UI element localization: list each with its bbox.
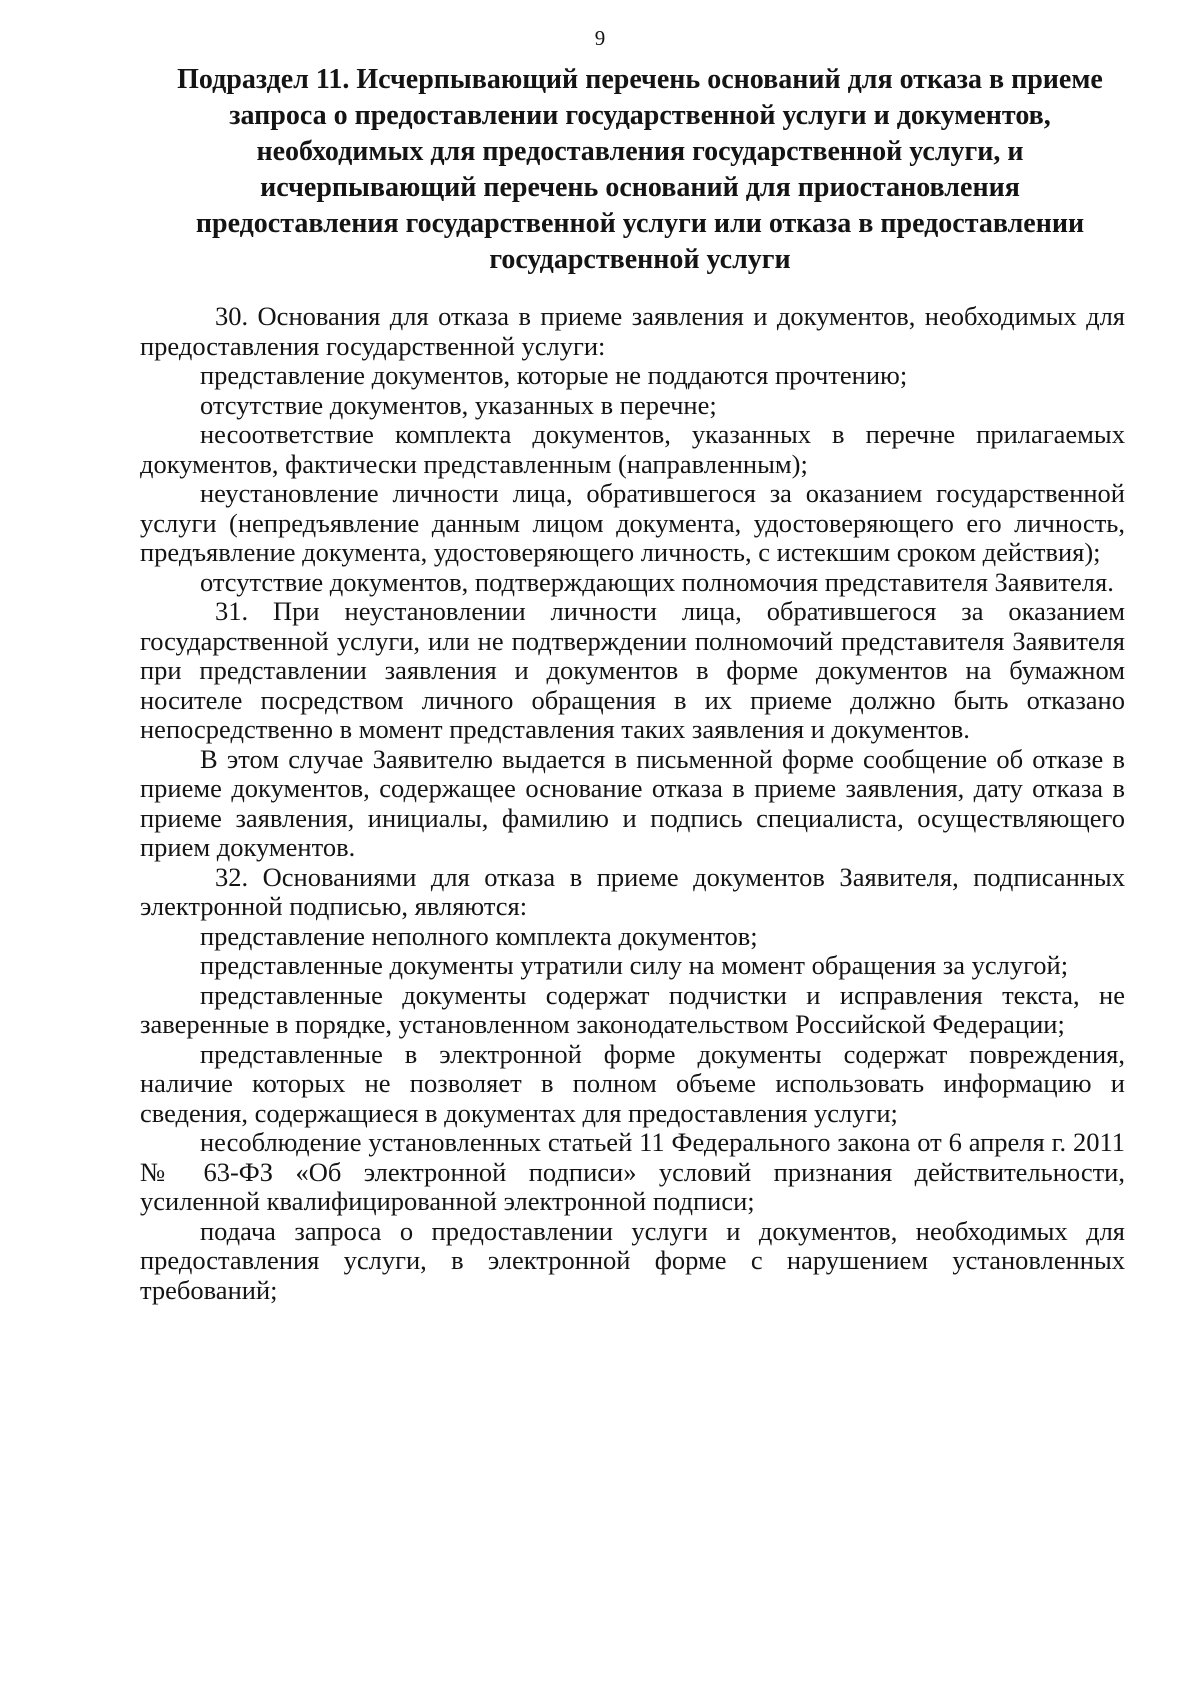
- paragraph-30: 30. Основания для отказа в приеме заявления и документов, необходимых для предоставления государственной услуги:: [140, 301, 1125, 361]
- paragraph-31: 31. При неустановлении личности лица, обратившегося за оказанием государственной услуги, или не подтверждении полномочий представителя Заявителя при представлении заявления и документов в форме документов на бумажном носителе посредством личного обращения в их приеме должно быть отказано непосредственно в момент представления таких заявления и документов.: [140, 596, 1125, 744]
- heading-line: запроса о предоставлении государственной услуги и документов,: [229, 100, 1051, 131]
- heading-line: Подраздел 11. Исчерпывающий перечень оснований для отказа в приеме: [177, 64, 1103, 95]
- list-item: неустановление личности лица, обратившегося за оказанием государственной услуги (непредъявление данным лицом документа, удостоверяющего его личность, предъявление документа, удостоверяющего личность, с истекшим сроком действия);: [140, 478, 1125, 567]
- heading-line: исчерпывающий перечень оснований для приостановления: [260, 172, 1020, 203]
- list-item: отсутствие документов, указанных в перечне;: [200, 389, 717, 420]
- list-item: представленные документы содержат подчистки и исправления текста, не заверенные в порядке, установленном законодательством Российской Федерации;: [140, 979, 1125, 1039]
- document-body: [140, 302, 1125, 1305]
- list-item: представление документов, которые не поддаются прочтению;: [200, 360, 908, 390]
- section-heading: [150, 62, 1130, 278]
- heading-line: предоставления государственной услуги или отказа в предоставлении: [195, 208, 1085, 239]
- list-item: представленные в электронной форме документы содержат повреждения, наличие которых не позволяет в полном объеме использовать информацию и сведения, содержащиеся в документах для предоставления услуги;: [140, 1038, 1125, 1128]
- list-item: отсутствие документов, подтверждающих полномочия представителя Заявителя.: [200, 566, 1114, 597]
- list-item: представление неполного комплекта документов;: [200, 920, 758, 951]
- paragraph: В этом случае Заявителю выдается в письменной форме сообщение об отказе в приеме документов, содержащее основание отказа в приеме заявления, дату отказа в приеме заявления, инициалы, фамилию и подпись специалиста, осуществляющего прием документов.: [140, 743, 1125, 862]
- paragraph-32: 32. Основаниями для отказа в приеме документов Заявителя, подписанных электронной подписью, являются:: [140, 861, 1125, 921]
- list-item: подача запроса о предоставлении услуги и документов, необходимых для предоставления услуги, в электронной форме с нарушением установленных требований;: [140, 1215, 1125, 1305]
- list-item: несоблюдение установленных статьей 11 Федерального закона от 6 апреля г. 2011 № 63-ФЗ «Об электронной подписи» условий признания действительности, усиленной квалифицированной электронной подписи;: [140, 1127, 1125, 1216]
- heading-line: государственной услуги: [489, 244, 791, 275]
- list-item: несоответствие комплекта документов, указанных в перечне прилагаемых документов, фактически представленным (направленным);: [140, 419, 1125, 479]
- page-number: 9: [594, 26, 606, 50]
- heading-line: необходимых для предоставления государственной услуги, и: [256, 136, 1024, 167]
- list-item: представленные документы утратили силу на момент обращения за услугой;: [200, 950, 1069, 980]
